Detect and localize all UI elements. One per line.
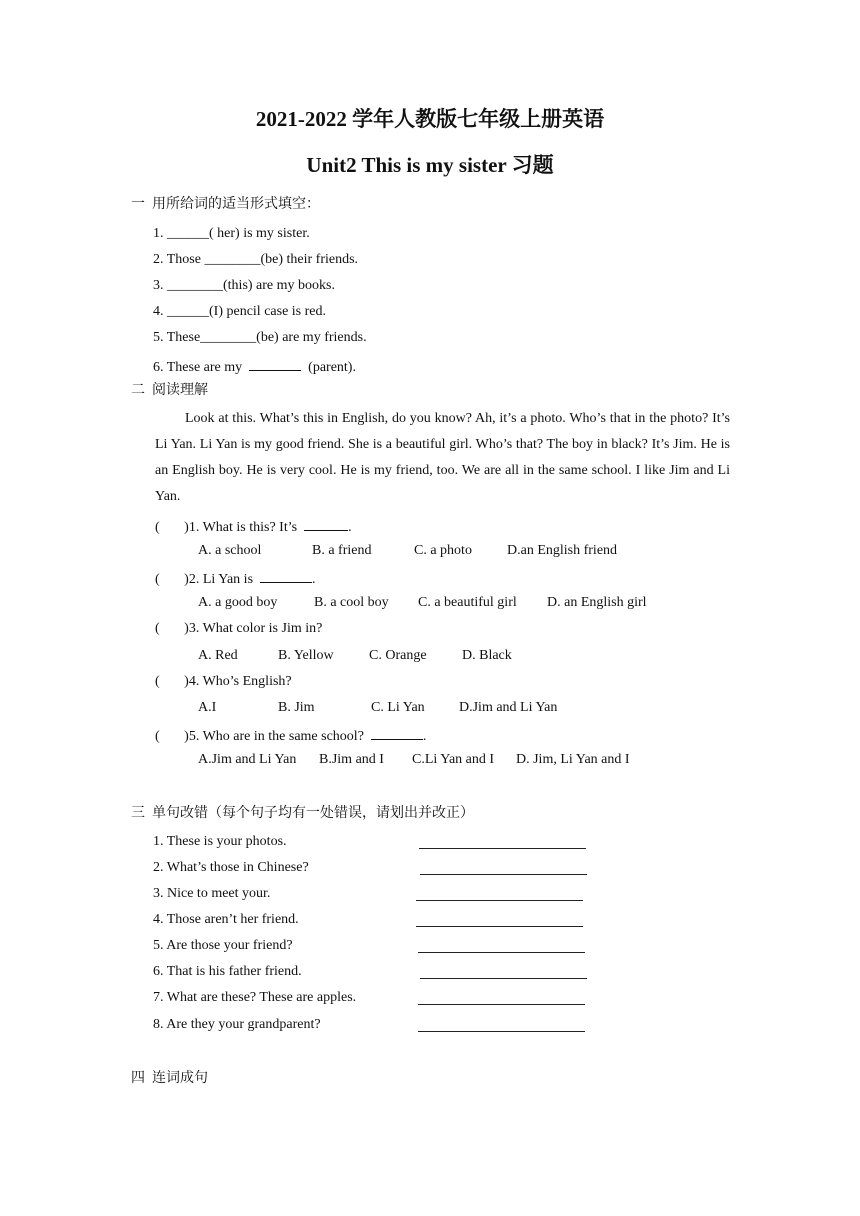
q3-option-b: B. Yellow xyxy=(278,648,334,663)
correction-item-1: 1. These is your photos. xyxy=(153,834,287,849)
q5-option-b: B.Jim and I xyxy=(319,752,384,767)
q4-option-b: B. Jim xyxy=(278,700,315,715)
correction-item-5: 5. Are those your friend? xyxy=(153,938,293,953)
q1-option-c: C. a photo xyxy=(414,543,472,558)
q5-option-d: D. Jim, Li Yan and I xyxy=(516,752,630,767)
question-4-stem: )4. Who’s English? xyxy=(184,674,292,689)
question-1 xyxy=(155,516,352,537)
correction-item-4: 4. Those aren’t her friend. xyxy=(153,912,299,927)
correction-item-8: 8. Are they your grandparent? xyxy=(153,1017,321,1032)
q3-option-c: C. Orange xyxy=(369,648,427,663)
answer-line xyxy=(419,848,586,849)
answer-paren: ( xyxy=(155,621,160,636)
answer-line xyxy=(420,978,587,979)
question-1-stem: )1. What is this? It’s xyxy=(184,520,298,535)
section2-heading: 二 阅读理解 xyxy=(131,383,208,398)
section1-heading: 一 用所给词的适当形式填空： xyxy=(131,197,320,212)
answer-paren: ( xyxy=(155,520,160,535)
fill-item-6-tail: (parent). xyxy=(308,360,356,375)
question-5 xyxy=(155,725,426,746)
question-3-stem: )3. What color is Jim in? xyxy=(184,621,323,636)
q4-option-a: A.I xyxy=(198,700,217,715)
question-2-stem: )2. Li Yan is xyxy=(184,572,254,587)
answer-blank xyxy=(260,568,312,583)
section3-heading: 三 单句改错（每个句子均有一处错误，请划出并改正） xyxy=(131,806,474,821)
fill-item-4: 4. ______(I) pencil case is red. xyxy=(153,304,326,319)
section4-heading: 四 连词成句 xyxy=(131,1071,208,1086)
answer-paren: ( xyxy=(155,729,160,744)
worksheet-title: 2021-2022 学年人教版七年级上册英语 xyxy=(255,107,605,131)
answer-line xyxy=(416,900,583,901)
fill-item-5: 5. These________(be) are my friends. xyxy=(153,330,367,345)
q4-option-c: C. Li Yan xyxy=(371,700,425,715)
question-3 xyxy=(155,620,322,638)
answer-blank xyxy=(371,725,423,740)
q2-option-c: C. a beautiful girl xyxy=(418,595,517,610)
q3-option-a: A. Red xyxy=(198,648,238,663)
answer-line xyxy=(416,926,583,927)
answer-blank xyxy=(249,356,301,371)
question-5-stem: )5. Who are in the same school? xyxy=(184,729,364,744)
q1-option-a: A. a school xyxy=(198,543,262,558)
correction-item-3: 3. Nice to meet your. xyxy=(153,886,271,901)
q5-option-a: A.Jim and Li Yan xyxy=(198,752,297,767)
question-2-tail: . xyxy=(312,572,316,587)
q1-option-d: D.an English friend xyxy=(507,543,618,558)
fill-item-6-stem: 6. These are my xyxy=(153,360,243,375)
answer-line xyxy=(418,1031,585,1032)
fill-item-1: 1. ______( her) is my sister. xyxy=(153,226,310,241)
q2-option-b: B. a cool boy xyxy=(314,595,389,610)
question-5-tail: . xyxy=(422,729,427,744)
answer-line xyxy=(418,1004,585,1005)
answer-line xyxy=(420,874,587,875)
fill-item-3: 3. ________(this) are my books. xyxy=(153,278,335,293)
worksheet-subtitle: Unit2 This is my sister 习题 xyxy=(306,153,554,177)
correction-item-7: 7. What are these? These are apples. xyxy=(153,990,357,1005)
answer-paren: ( xyxy=(155,572,160,587)
q3-option-d: D. Black xyxy=(462,648,512,663)
reading-passage: Look at this. What’s this in English, do you know? Ah, it’s a photo. Who’s that in the photo? It’s Li Yan. Li Yan is my good friend. She is a beautiful girl. Who’s that? The boy in black? It’s Jim. He is an English boy. He is very cool. He is my friend, too. We are all in the same school. I like Jim and Li Yan. xyxy=(155,411,730,504)
question-1-tail: . xyxy=(348,520,352,535)
answer-line xyxy=(418,952,585,953)
fill-item-2: 2. Those ________(be) their friends. xyxy=(153,252,359,267)
question-4 xyxy=(155,673,292,691)
q4-option-d: D.Jim and Li Yan xyxy=(459,700,558,715)
correction-item-6: 6. That is his father friend. xyxy=(153,964,302,979)
fill-item-6 xyxy=(153,356,356,377)
q2-option-a: A. a good boy xyxy=(198,595,278,610)
q1-option-b: B. a friend xyxy=(312,543,372,558)
answer-paren: ( xyxy=(155,674,160,689)
answer-blank xyxy=(304,516,348,531)
question-2 xyxy=(155,568,316,589)
correction-item-2: 2. What’s those in Chinese? xyxy=(153,860,309,875)
q2-option-d: D. an English girl xyxy=(547,595,647,610)
q5-option-c: C.Li Yan and I xyxy=(412,752,495,767)
